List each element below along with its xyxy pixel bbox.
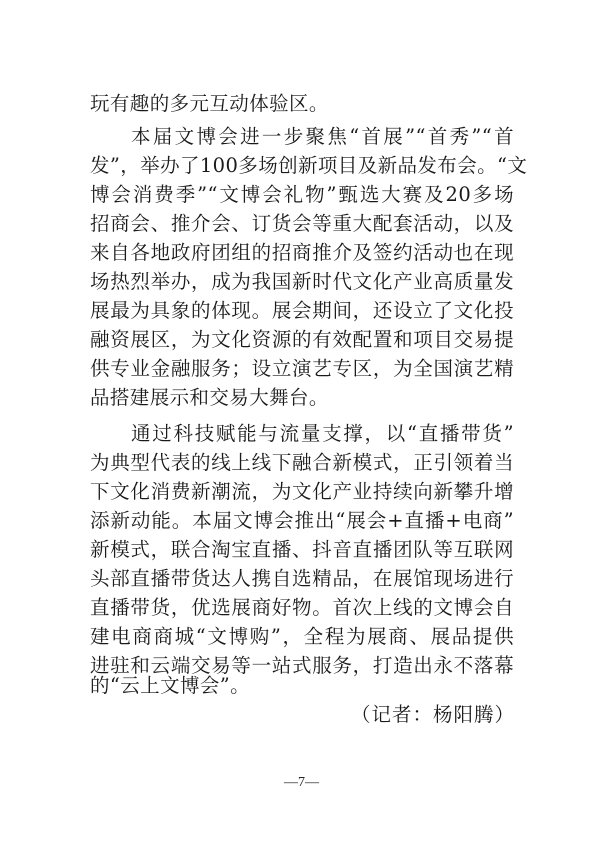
paragraph-3-line-5: 新模式，联合淘宝直播、抖音直播团队等互联网 — [90, 538, 514, 561]
page-number: —7— — [284, 775, 319, 790]
paragraph-1-line-1: 玩有趣的多元互动体验区。 — [90, 92, 329, 115]
paragraph-3-line-2: 为典型代表的线上线下融合新模式，正引领着当 — [90, 451, 514, 474]
paragraph-2-line-5: 来自各地政府团组的招商推介及签约活动也在现 — [90, 241, 514, 264]
reporter-byline: （记者：杨阳腾） — [350, 703, 515, 726]
paragraph-2-line-1: 本届文博会进一步聚焦“首展”“首秀”“首 — [131, 125, 514, 148]
paragraph-2-line-7: 展最为具象的体现。展会期间，还设立了文化投 — [90, 299, 514, 322]
paragraph-3-line-10: 的“云上文博会”。 — [90, 674, 251, 697]
paragraph-3-line-7: 直播带货，优选展商好物。首次上线的文博会自 — [90, 596, 514, 619]
paragraph-3-line-8: 建电商商城“文博购”，全程为展商、展品提供 — [90, 625, 514, 648]
paragraph-3-line-4: 添新动能。本届文博会推出“展会+直播+电商” — [90, 509, 514, 532]
paragraph-3-line-1: 通过科技赋能与流量支撑，以“直播带货” — [131, 422, 514, 445]
paragraph-2-line-9: 供专业金融服务；设立演艺专区，为全国演艺精 — [90, 357, 514, 380]
paragraph-2-line-2: 发”，举办了100多场创新项目及新品发布会。“文 — [90, 154, 528, 177]
paragraph-3-line-9: 进驻和云端交易等一站式服务，打造出永不落幕 — [90, 654, 514, 677]
paragraph-3-line-6: 头部直播带货达人携自选精品，在展馆现场进行 — [90, 567, 514, 590]
paragraph-2-line-10: 品搭建展示和交易大舞台。 — [90, 386, 329, 409]
paragraph-2-line-8: 融资展区，为文化资源的有效配置和项目交易提 — [90, 328, 514, 351]
paragraph-3-line-3: 下文化消费新潮流，为文化产业持续向新攀升增 — [90, 480, 514, 503]
paragraph-2-line-3: 博会消费季”“文博会礼物”甄选大赛及20多场 — [90, 183, 514, 206]
paragraph-2-line-4: 招商会、推介会、订货会等重大配套活动，以及 — [90, 212, 514, 235]
paragraph-2-line-6: 场热烈举办，成为我国新时代文化产业高质量发 — [90, 270, 514, 293]
